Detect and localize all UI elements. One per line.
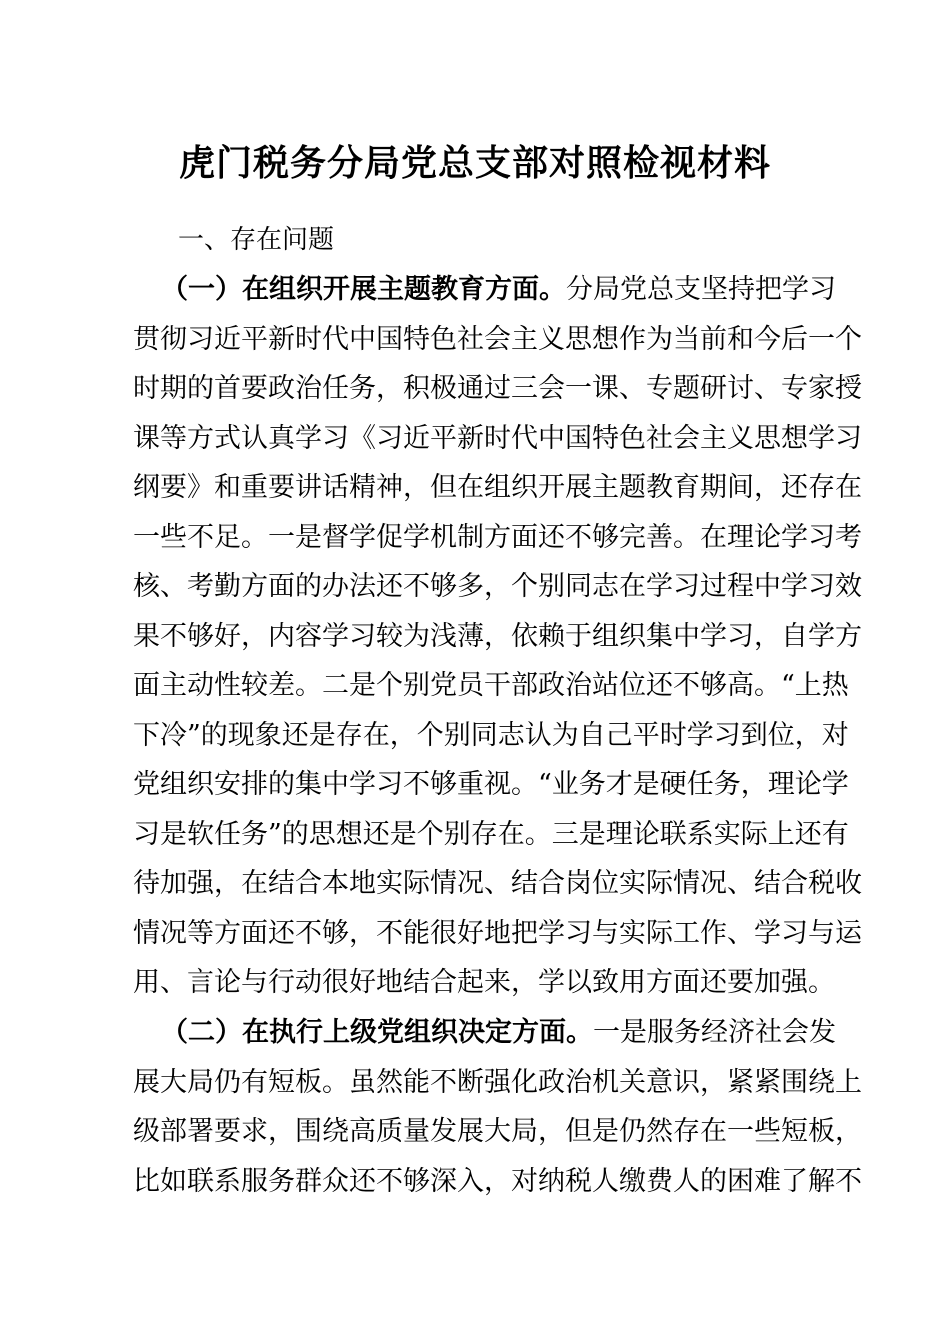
section-heading: 一、存在问题: [178, 225, 335, 255]
paragraph-lead: （二）在执行上级党组织决定方面。: [161, 1017, 593, 1048]
paragraph-text: 分局党总支坚持把学习: [566, 274, 836, 305]
paragraph-line: 情况等方面还不够，不能很好地把学习与实际工作、学习与运: [133, 917, 862, 949]
paragraph-text: 一是服务经济社会发: [593, 1017, 836, 1048]
paragraph-line: 待加强，在结合本地实际情况、结合岗位实际情况、结合税收: [133, 868, 862, 899]
paragraph-line: 课等方式认真学习《习近平新时代中国特色社会主义思想学习: [133, 422, 862, 454]
paragraph-line: 果不够好，内容学习较为浅薄，依赖于组织集中学习，自学方: [133, 620, 862, 652]
paragraph-1: [133, 265, 862, 1008]
paragraph-line: 比如联系服务群众还不够深入，对纳税人缴费人的困难了解不: [133, 1165, 862, 1197]
paragraph-line: 纲要》和重要讲话精神，但在组织开展主题教育期间，还存在: [133, 472, 862, 503]
paragraph-line: 展大局仍有短板。虽然能不断强化政治机关意识，紧紧围绕上: [133, 1066, 862, 1098]
paragraph-lead: （一）在组织开展主题教育方面。: [161, 274, 566, 305]
paragraph-line: [133, 1008, 836, 1058]
paragraph-line: 习是软任务”的思想还是个别存在。三是理论联系实际上还有: [133, 818, 849, 850]
document-title: 虎门税务分局党总支部对照检视材料: [178, 142, 771, 184]
paragraph-line: [133, 265, 836, 315]
paragraph-line: 面主动性较差。二是个别党员干部政治站位还不够高。“上热: [133, 670, 849, 701]
paragraph-line: 党组织安排的集中学习不够重视。“业务才是硬任务，理论学: [133, 769, 849, 800]
paragraph-line: 级部署要求，围绕高质量发展大局，但是仍然存在一些短板，: [133, 1116, 862, 1147]
paragraph-line: 用、言论与行动很好地结合起来，学以致用方面还要加强。: [133, 967, 835, 998]
paragraph-line: 一些不足。一是督学促学机制方面还不够完善。在理论学习考: [133, 521, 862, 553]
paragraph-line: 核、考勤方面的办法还不够多，个别同志在学习过程中学习效: [133, 571, 862, 602]
paragraph-line: 贯彻习近平新时代中国特色社会主义思想作为当前和今后一个: [133, 323, 862, 355]
paragraph-line: 下冷”的现象还是存在，个别同志认为自己平时学习到位，对: [133, 719, 849, 751]
paragraph-2: [133, 1008, 862, 1206]
paragraph-line: 时期的首要政治任务，积极通过三会一课、专题研讨、专家授: [133, 373, 862, 404]
